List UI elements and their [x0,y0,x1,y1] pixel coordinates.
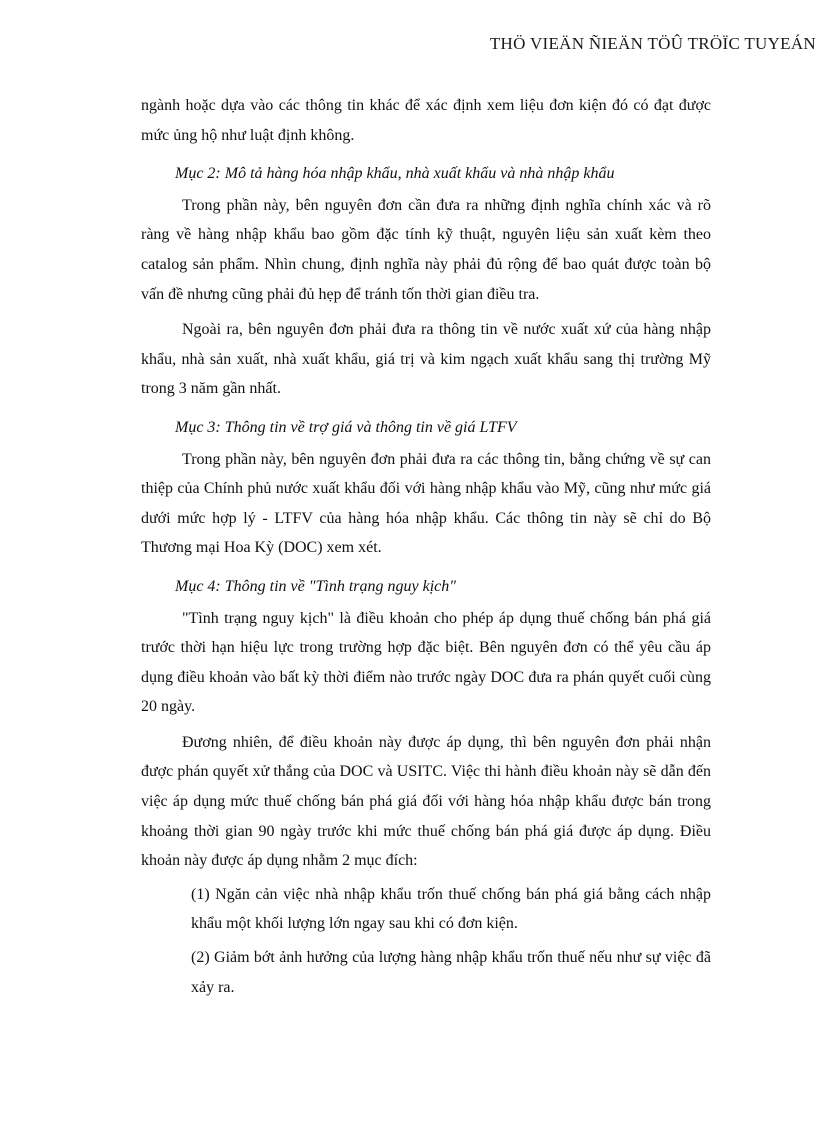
page-header: THÖ VIEÄN ÑIEÄN TÖÛ TRÖÏC TUYEÁN [489,34,816,53]
section-3-paragraph-1: Trong phần này, bên nguyên đơn phải đưa ra các thông tin, bằng chứng về sự can thiệp của Chính phủ nước xuất khẩu đối với hàng nhập khẩu vào Mỹ, cũng như mức giá dưới mức hợp lý - LTFV của hàng hóa nhập khẩu. Các thông tin này sẽ chỉ do Bộ Thương mại Hoa Kỳ (DOC) xem xét. [141,450,711,557]
section-4-paragraph-2: Đương nhiên, để điều khoản này được áp dụng, thì bên nguyên đơn phải nhận được phán quyết xử thắng của DOC và USITC. Việc thi hành điều khoản này sẽ dẫn đến việc áp dụng mức thuế chống bán phá giá đối với hàng hóa nhập khẩu được bán trong khoảng thời gian 90 ngày trước khi mức thuế chống bán phá giá được áp dụng. Điều khoản này được áp dụng nhằm 2 mục đích: [141,733,711,870]
document-body [141,91,711,1002]
section-2-heading: Mục 2: Mô tả hàng hóa nhập khẩu, nhà xuất khẩu và nhà nhập khẩu [175,165,615,183]
intro-paragraph: ngành hoặc dựa vào các thông tin khác để xác định xem liệu đơn kiện đó có đạt được mức ủng hộ như luật định không. [141,97,711,144]
purpose-list-item-2: (2) Giảm bớt ảnh hưởng của lượng hàng nhập khẩu trốn thuế nếu như sự việc đã xảy ra. [191,949,711,996]
section-4-heading: Mục 4: Thông tin về "Tình trạng nguy kịch" [175,577,456,595]
section-2-paragraph-1: Trong phần này, bên nguyên đơn cần đưa ra những định nghĩa chính xác và rõ ràng về hàng nhập khẩu bao gồm đặc tính kỹ thuật, nguyên liệu sản xuất kèm theo catalog sản phẩm. Nhìn chung, định nghĩa này phải đủ rộng để bao quát được toàn bộ vấn đề nhưng cũng phải đủ hẹp để tránh tốn thời gian điều tra. [141,196,711,303]
section-3-heading: Mục 3: Thông tin về trợ giá và thông tin về giá LTFV [175,418,517,436]
section-2-paragraph-2: Ngoài ra, bên nguyên đơn phải đưa ra thông tin về nước xuất xứ của hàng nhập khẩu, nhà sản xuất, nhà xuất khẩu, giá trị và kim ngạch xuất khẩu sang thị trường Mỹ trong 3 năm gần nhất. [141,321,711,398]
purpose-list-item-1: (1) Ngăn cản việc nhà nhập khẩu trốn thuế chống bán phá giá bằng cách nhập khẩu một khối lượng lớn ngay sau khi có đơn kiện. [191,885,711,933]
section-4-paragraph-1: "Tình trạng nguy kịch" là điều khoản cho phép áp dụng thuế chống bán phá giá trước thời hạn hiệu lực trong trường hợp đặc biệt. Bên nguyên đơn có thể yêu cầu áp dụng điều khoản vào bất kỳ thời điểm nào trước ngày DOC đưa ra phán quyết cuối cùng 20 ngày. [141,609,711,716]
